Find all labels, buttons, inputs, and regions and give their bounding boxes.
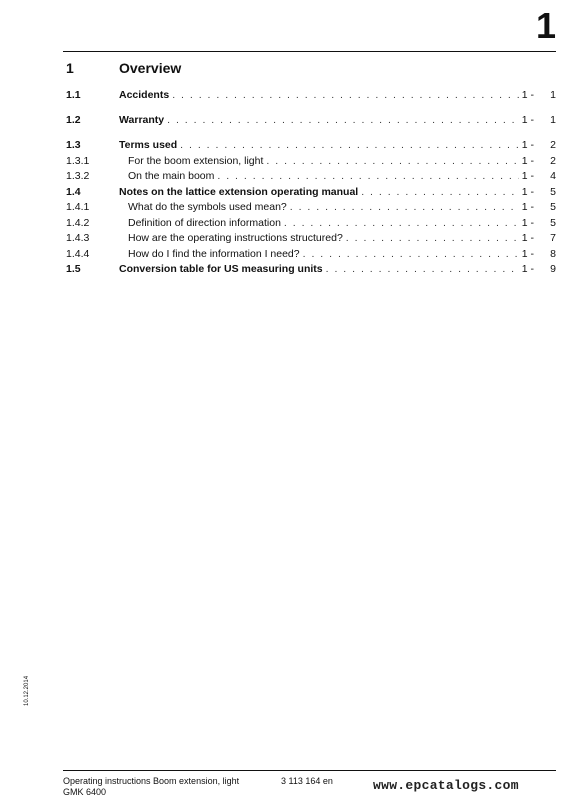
toc-entry-line (128, 216, 556, 231)
toc-entry-chapter-prefix: 1 - (521, 185, 534, 198)
chapter-number: 1 (535, 5, 556, 46)
toc-entry-page: 5 (550, 185, 556, 198)
toc-entry[interactable] (64, 169, 556, 185)
toc-entry-title: What do the symbols used mean? (128, 201, 287, 213)
table-of-contents (64, 88, 556, 278)
toc-entry-page: 4 (550, 170, 556, 182)
toc-entry-number: 1.3 (66, 139, 81, 151)
toc-entry-chapter-prefix: 1 - (521, 139, 534, 151)
toc-entry-page: 1 (550, 114, 556, 126)
footer-watermark: www.epcatalogs.com (373, 778, 519, 793)
toc-dot-leader (303, 247, 519, 262)
toc-entry-number: 1.4 (66, 185, 81, 198)
toc-entry-line (119, 113, 556, 128)
toc-entry-page: 1 (550, 89, 556, 101)
toc-entry-number: 1.4.2 (66, 216, 90, 229)
toc-entry-line (119, 185, 556, 200)
toc-entry[interactable] (64, 138, 556, 154)
toc-dot-leader (180, 138, 519, 153)
toc-dot-leader (346, 231, 519, 246)
footer-model: GMK 6400 (63, 787, 107, 797)
toc-entry-line (128, 247, 556, 262)
toc-entry-number: 1.4.4 (66, 247, 90, 260)
toc-entry-number: 1.2 (66, 114, 81, 126)
toc-entry-chapter-prefix: 1 - (521, 232, 534, 244)
toc-entry-line (119, 138, 556, 153)
toc-entry-page: 7 (550, 232, 556, 244)
toc-entry-chapter-prefix: 1 - (521, 216, 534, 229)
toc-dot-leader (361, 185, 519, 200)
toc-entry-chapter-prefix: 1 - (521, 154, 534, 167)
footer-document-code: 3 113 164 en (281, 776, 333, 786)
toc-dot-leader (172, 88, 519, 103)
toc-dot-leader (290, 200, 519, 215)
toc-entry-title: For the boom extension, light (128, 154, 264, 167)
toc-entry[interactable] (64, 216, 556, 232)
toc-entry-line (119, 262, 556, 277)
toc-entry-title: How are the operating instructions structured? (128, 232, 343, 244)
toc-entry-chapter-prefix: 1 - (521, 89, 534, 101)
toc-entry[interactable] (64, 154, 556, 170)
toc-entry-title: Definition of direction information (128, 216, 281, 229)
toc-entry[interactable] (64, 200, 556, 216)
chapter-heading-title: Overview (119, 60, 182, 76)
chapter-heading-number: 1 (66, 60, 74, 76)
toc-entry[interactable] (64, 231, 556, 247)
toc-entry-page: 8 (550, 247, 556, 260)
toc-entry[interactable] (64, 185, 556, 201)
date-stamp: 10.12.2014 (24, 675, 30, 706)
toc-entry-page: 5 (550, 201, 556, 213)
toc-dot-leader (217, 169, 518, 184)
toc-entry-title: Notes on the lattice extension operating manual (119, 185, 359, 198)
toc-entry-number: 1.3.2 (66, 170, 90, 182)
toc-entry-page: 2 (550, 139, 556, 151)
toc-entry-title: On the main boom (128, 170, 215, 182)
toc-entry-chapter-prefix: 1 - (521, 170, 534, 182)
toc-entry-chapter-prefix: 1 - (521, 263, 534, 275)
toc-entry-number: 1.4.3 (66, 232, 90, 244)
toc-dot-leader (284, 216, 519, 231)
chapter-heading (64, 60, 556, 78)
toc-entry[interactable] (64, 88, 556, 104)
toc-entry-line (128, 231, 556, 246)
toc-entry-title: Accidents (119, 89, 170, 101)
toc-entry-title: Conversion table for US measuring units (119, 263, 323, 275)
toc-entry-number: 1.1 (66, 89, 81, 101)
toc-entry[interactable] (64, 247, 556, 263)
toc-entry-chapter-prefix: 1 - (521, 247, 534, 260)
toc-entry-page: 5 (550, 216, 556, 229)
toc-dot-leader (167, 113, 519, 128)
top-rule (63, 51, 556, 52)
toc-entry-line (119, 88, 556, 103)
toc-entry-chapter-prefix: 1 - (521, 201, 534, 213)
toc-entry-page: 2 (550, 154, 556, 167)
toc-dot-leader (266, 154, 518, 169)
toc-entry[interactable] (64, 262, 556, 278)
toc-entry-chapter-prefix: 1 - (521, 114, 534, 126)
toc-entry-line (128, 154, 556, 169)
toc-entry-number: 1.4.1 (66, 201, 90, 213)
toc-entry-number: 1.5 (66, 263, 81, 275)
footer-manual-title: Operating instructions Boom extension, light (63, 776, 240, 786)
toc-entry-page: 9 (550, 263, 556, 275)
toc-entry-number: 1.3.1 (66, 154, 90, 167)
bottom-rule (63, 770, 556, 771)
toc-dot-leader (326, 262, 519, 277)
toc-entry-title: Terms used (119, 139, 178, 151)
toc-entry[interactable] (64, 113, 556, 129)
toc-entry-line (128, 169, 556, 184)
toc-entry-title: How do I find the information I need? (128, 247, 300, 260)
toc-entry-title: Warranty (119, 114, 165, 126)
toc-entry-line (128, 200, 556, 215)
